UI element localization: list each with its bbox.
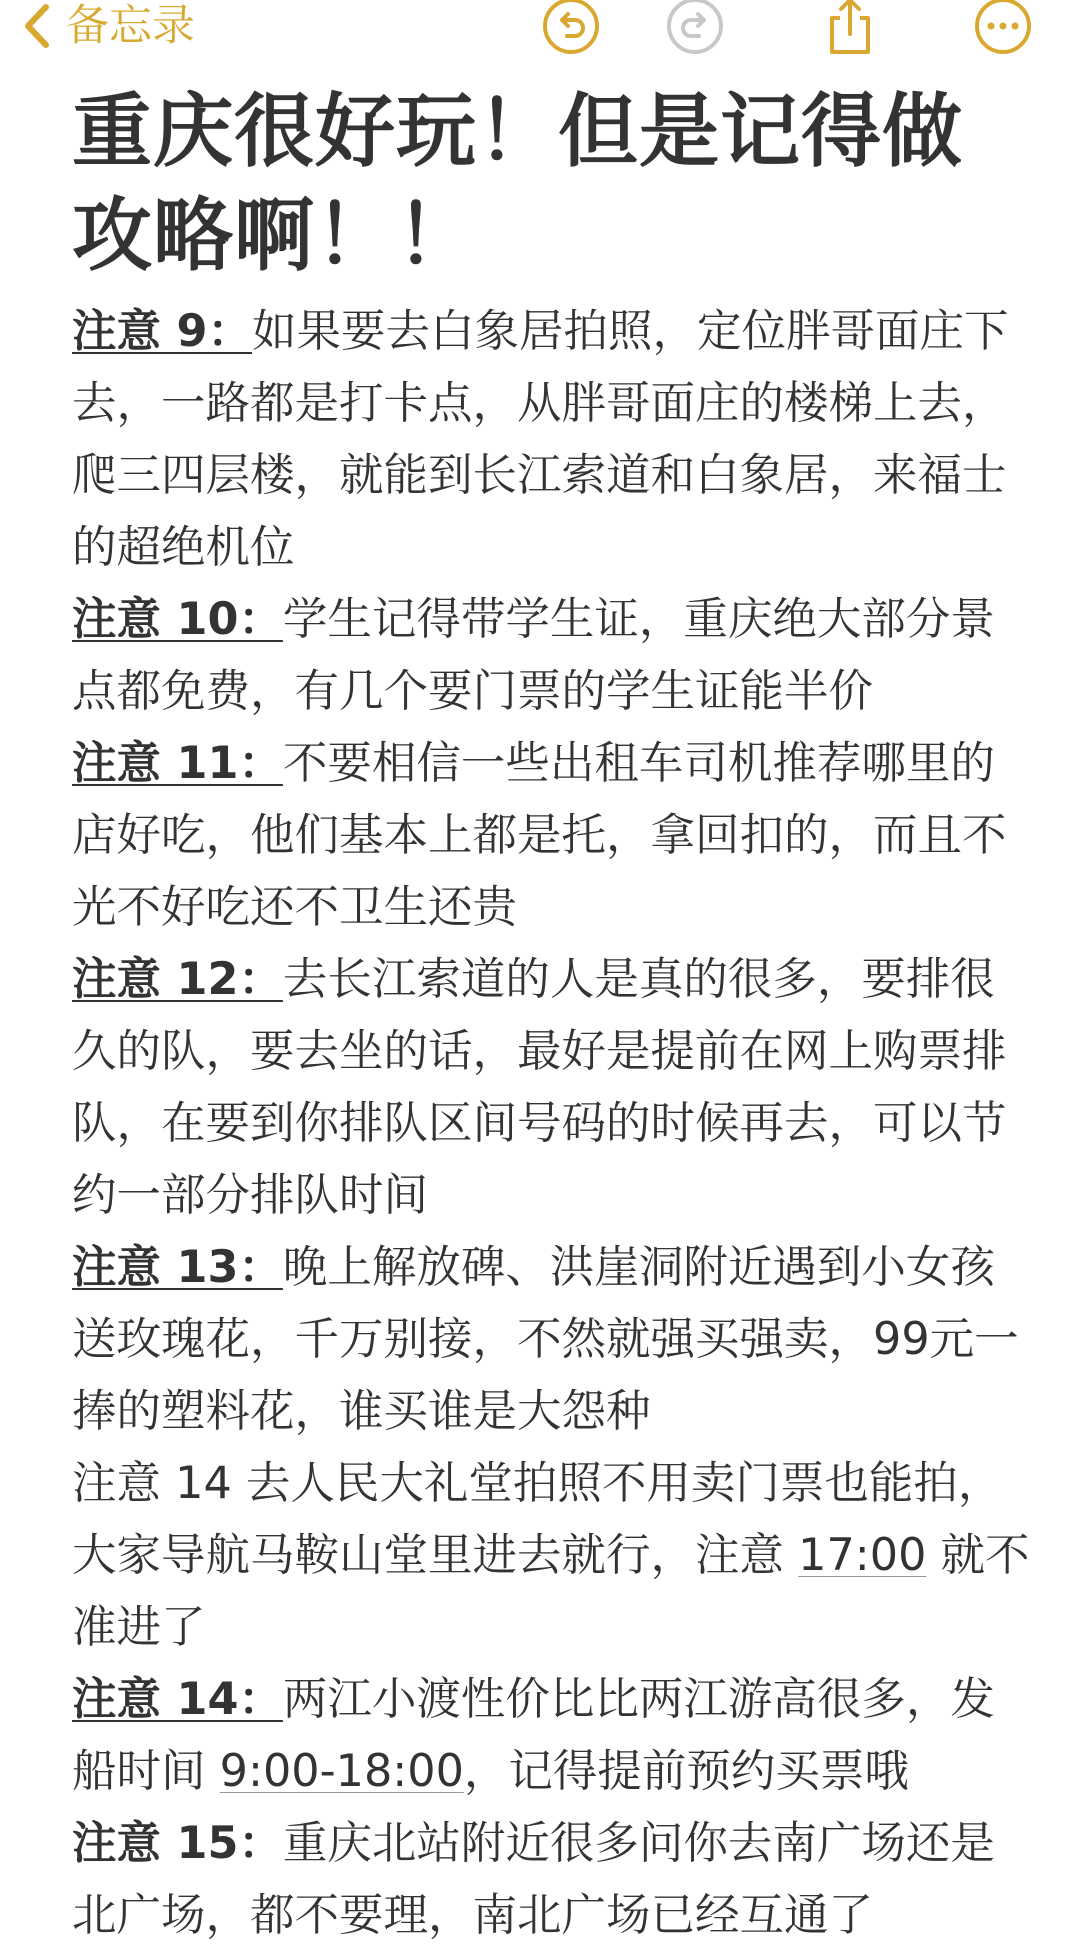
undo-icon [541, 0, 601, 56]
tip-text: ，记得提前预约买票哦 [463, 1746, 909, 1797]
note-body[interactable] [72, 296, 1032, 1952]
tip-label: 注意 15： [72, 1818, 283, 1869]
navigation-bar [0, 0, 1080, 66]
redo-icon [665, 0, 725, 56]
note-paragraph [72, 1664, 1032, 1808]
share-button[interactable] [820, 0, 880, 56]
tip-label: 注意 11： [72, 738, 283, 789]
time-link[interactable]: 9:00-18:00 [219, 1746, 464, 1797]
tip-label: 注意 9： [72, 306, 252, 357]
note-paragraph [72, 944, 1032, 1232]
redo-button[interactable] [665, 0, 725, 56]
note-paragraph [72, 1808, 1032, 1952]
note-paragraph [72, 584, 1032, 728]
chevron-left-icon [20, 1, 56, 51]
tip-text: 学生记得带学生证，重庆绝大部分景点都免费，有几个要门票的学生证能半价 [72, 594, 995, 717]
tip-text: 晚上解放碑、洪崖洞附近遇到小女孩送玫瑰花，千万别接，不然就强买强卖，99元一捧的塑料花，谁买谁是大怨种 [72, 1242, 1019, 1437]
note-title: 重庆很好玩！但是记得做攻略啊！！ [72, 85, 963, 282]
share-icon [820, 0, 880, 56]
more-button[interactable] [973, 0, 1033, 56]
tip-text: 就不准进了 [72, 1530, 1030, 1653]
tip-text: 去长江索道的人是真的很多，要排很久的队，要去坐的话，最好是提前在网上购票排队，在要到你排队区间号码的时候再去，可以节约一部分排队时间 [72, 954, 1007, 1221]
tip-label: 注意 13： [72, 1242, 283, 1293]
tip-text: 重庆北站附近很多问你去南广场还是北广场，都不要理，南北广场已经互通了 [72, 1818, 995, 1941]
note-paragraph [72, 296, 1032, 584]
undo-button[interactable] [541, 0, 601, 56]
tip-text: 注意 14 去人民大礼堂拍照不用卖门票也能拍，大家导航马鞍山堂里进去就行，注意 [72, 1458, 1003, 1581]
more-icon [973, 0, 1033, 56]
time-link[interactable]: 17:00 [798, 1530, 927, 1581]
tip-label: 注意 12： [72, 954, 283, 1005]
tip-text: 不要相信一些出租车司机推荐哪里的店好吃，他们基本上都是托，拿回扣的，而且不光不好吃还不卫生还贵 [72, 738, 1007, 933]
back-label: 备忘录 [66, 1, 195, 51]
note-paragraph [72, 1448, 1032, 1664]
note-paragraph [72, 728, 1032, 944]
tip-label: 注意 10： [72, 594, 283, 645]
note-paragraph [72, 1232, 1032, 1448]
tip-text: 如果要去白象居拍照，定位胖哥面庄下去，一路都是打卡点，从胖哥面庄的楼梯上去，爬三四层楼，就能到长江索道和白象居，来福士的超绝机位 [72, 306, 1009, 573]
tip-text: 两江小渡性价比比两江游高很多，发船时间 [72, 1674, 995, 1797]
back-button[interactable] [20, 0, 195, 54]
tip-label: 注意 14： [72, 1674, 283, 1725]
